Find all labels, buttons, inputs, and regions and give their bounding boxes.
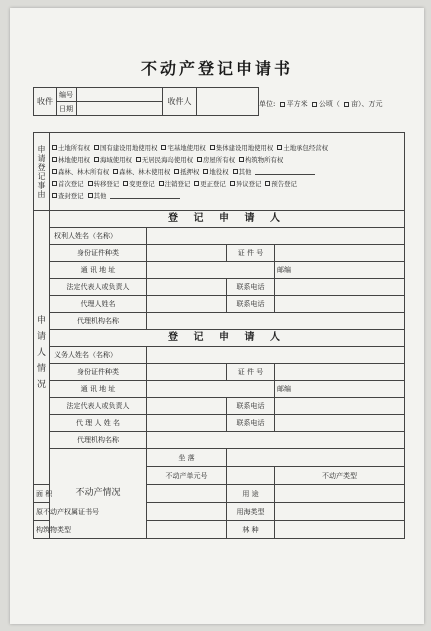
structure-type-field[interactable]	[147, 521, 227, 539]
receiver-label: 收件人	[163, 88, 197, 116]
id-type-field-1[interactable]	[147, 245, 227, 262]
address-field-1[interactable]	[147, 262, 275, 279]
phone-label-2a: 联系电话	[227, 398, 275, 415]
matters-options	[50, 133, 405, 211]
property-type-label: 不动产类型	[275, 467, 405, 485]
sea-use-type-field[interactable]	[275, 503, 405, 521]
agent-label-1: 代理人姓名	[50, 296, 147, 313]
checkbox[interactable]	[52, 157, 57, 162]
unit-number-label: 不动产单元号	[147, 467, 227, 485]
phone-field-1b[interactable]	[275, 296, 405, 313]
checkbox[interactable]	[52, 145, 57, 150]
checkbox[interactable]	[197, 157, 202, 162]
receipt-number-label: 编号	[57, 88, 77, 102]
postcode-cell-2[interactable]	[275, 381, 405, 398]
postcode-label-2: 邮编	[277, 385, 291, 393]
certificate-number-label: 原不动产权属证书号	[34, 503, 50, 521]
agency-label-1: 代理机构名称	[50, 313, 147, 330]
address-label-1: 通 讯 地 址	[50, 262, 147, 279]
matters-row-3: 森林、林木所有权 森林、林木使用权 抵押权 地役权 其他	[52, 166, 402, 178]
receipt-date-label: 日期	[57, 102, 77, 116]
receipt-label: 收件	[34, 88, 57, 116]
receipt-date-field[interactable]	[77, 102, 163, 116]
forest-species-label: 林 种	[227, 521, 275, 539]
checkbox[interactable]	[88, 181, 93, 186]
right-holder-name-label: 权利人姓名（名称）	[50, 228, 147, 245]
id-number-field-2[interactable]	[275, 364, 405, 381]
checkbox[interactable]	[233, 169, 238, 174]
matters-row-5: 查封登记 其他	[52, 190, 402, 202]
application-form-paper	[10, 8, 424, 624]
legal-rep-field-1[interactable]	[147, 279, 227, 296]
section-heading-1: 登 记 申 请 人	[50, 211, 405, 228]
applicant-side-label: 申请人情况	[34, 211, 50, 485]
unit-number-field[interactable]	[227, 467, 275, 485]
postcode-label-1: 邮编	[277, 266, 291, 274]
structure-type-label: 构筑物类型	[34, 521, 50, 539]
agency-field-2[interactable]	[147, 432, 405, 449]
receipt-number-field[interactable]	[77, 88, 163, 102]
checkbox[interactable]	[194, 181, 199, 186]
checkbox[interactable]	[123, 181, 128, 186]
phone-label-1b: 联系电话	[227, 296, 275, 313]
right-holder-name-field[interactable]	[147, 228, 405, 245]
other-registration-field[interactable]	[110, 192, 180, 199]
certificate-number-field[interactable]	[147, 503, 227, 521]
matters-row-1: 土地所有权 国有建设用地使用权 宅基地使用权 集体建设用地使用权 土地承包经营权	[52, 142, 402, 154]
unit-checkbox-hectare[interactable]	[312, 102, 317, 107]
agent-label-2: 代 理 人 姓 名	[50, 415, 147, 432]
unit-option-mu: 亩）、万元	[351, 100, 383, 108]
agent-field-1[interactable]	[147, 296, 227, 313]
checkbox[interactable]	[52, 193, 57, 198]
unit-selector	[259, 99, 385, 109]
area-label: 面 积	[34, 485, 50, 503]
id-number-label-1: 证 件 号	[227, 245, 275, 262]
matters-side-label: 申请登记事由	[34, 133, 50, 211]
checkbox[interactable]	[239, 157, 244, 162]
forest-species-field[interactable]	[275, 521, 405, 539]
phone-label-1a: 联系电话	[227, 279, 275, 296]
id-type-label-1: 身份证件种类	[50, 245, 147, 262]
checkbox[interactable]	[94, 157, 99, 162]
unit-checkbox-mu[interactable]	[344, 102, 349, 107]
area-field[interactable]	[147, 485, 227, 503]
checkbox[interactable]	[52, 181, 57, 186]
use-field[interactable]	[275, 485, 405, 503]
phone-field-2a[interactable]	[275, 398, 405, 415]
checkbox[interactable]	[159, 181, 164, 186]
receipt-box	[33, 87, 259, 116]
id-number-label-2: 证 件 号	[227, 364, 275, 381]
phone-field-2b[interactable]	[275, 415, 405, 432]
checkbox[interactable]	[277, 145, 282, 150]
sea-use-type-label: 用海类型	[227, 503, 275, 521]
checkbox[interactable]	[161, 145, 166, 150]
checkbox[interactable]	[113, 169, 118, 174]
agent-field-2[interactable]	[147, 415, 227, 432]
checkbox[interactable]	[230, 181, 235, 186]
legal-rep-label-2: 法定代表人或负责人	[50, 398, 147, 415]
obligor-name-label: 义务人姓名（名称）	[50, 347, 147, 364]
location-field[interactable]	[227, 449, 405, 467]
checkbox[interactable]	[203, 169, 208, 174]
legal-rep-field-2[interactable]	[147, 398, 227, 415]
unit-checkbox-sqm[interactable]	[280, 102, 285, 107]
agency-label-2: 代理机构名称	[50, 432, 147, 449]
location-label: 坐 落	[147, 449, 227, 467]
checkbox[interactable]	[210, 145, 215, 150]
checkbox[interactable]	[52, 169, 57, 174]
matters-row-2: 林地使用权 海域使用权 无居民海岛使用权 房屋所有权 构筑物所有权	[52, 154, 402, 166]
id-type-field-2[interactable]	[147, 364, 227, 381]
address-field-2[interactable]	[147, 381, 275, 398]
property-side-label: 不动产情况	[50, 449, 147, 539]
phone-label-2b: 联系电话	[227, 415, 275, 432]
use-label: 用 途	[227, 485, 275, 503]
address-label-2: 通 讯 地 址	[50, 381, 147, 398]
unit-label: 单位:	[259, 100, 276, 108]
legal-rep-label-1: 法定代表人或负责人	[50, 279, 147, 296]
agency-field-1[interactable]	[147, 313, 405, 330]
other-right-field[interactable]	[255, 168, 315, 175]
unit-option-sqm: 平方米	[286, 100, 308, 108]
section-heading-2: 登 记 申 请 人	[50, 330, 405, 347]
checkbox[interactable]	[174, 169, 179, 174]
obligor-name-field[interactable]	[147, 347, 405, 364]
main-form-table	[33, 132, 405, 539]
checkbox[interactable]	[88, 193, 93, 198]
postcode-cell-1[interactable]	[275, 262, 405, 279]
checkbox[interactable]	[136, 157, 141, 162]
checkbox[interactable]	[94, 145, 99, 150]
receiver-field[interactable]	[197, 88, 259, 116]
phone-field-1a[interactable]	[275, 279, 405, 296]
id-type-label-2: 身份证件种类	[50, 364, 147, 381]
form-title: 不动产登记申请书	[140, 59, 293, 78]
matters-row-4: 首次登记 转移登记 变更登记 注销登记 更正登记 异议登记 预告登记	[52, 178, 402, 190]
unit-option-hectare: 公顷（	[318, 100, 340, 108]
id-number-field-1[interactable]	[275, 245, 405, 262]
checkbox[interactable]	[265, 181, 270, 186]
